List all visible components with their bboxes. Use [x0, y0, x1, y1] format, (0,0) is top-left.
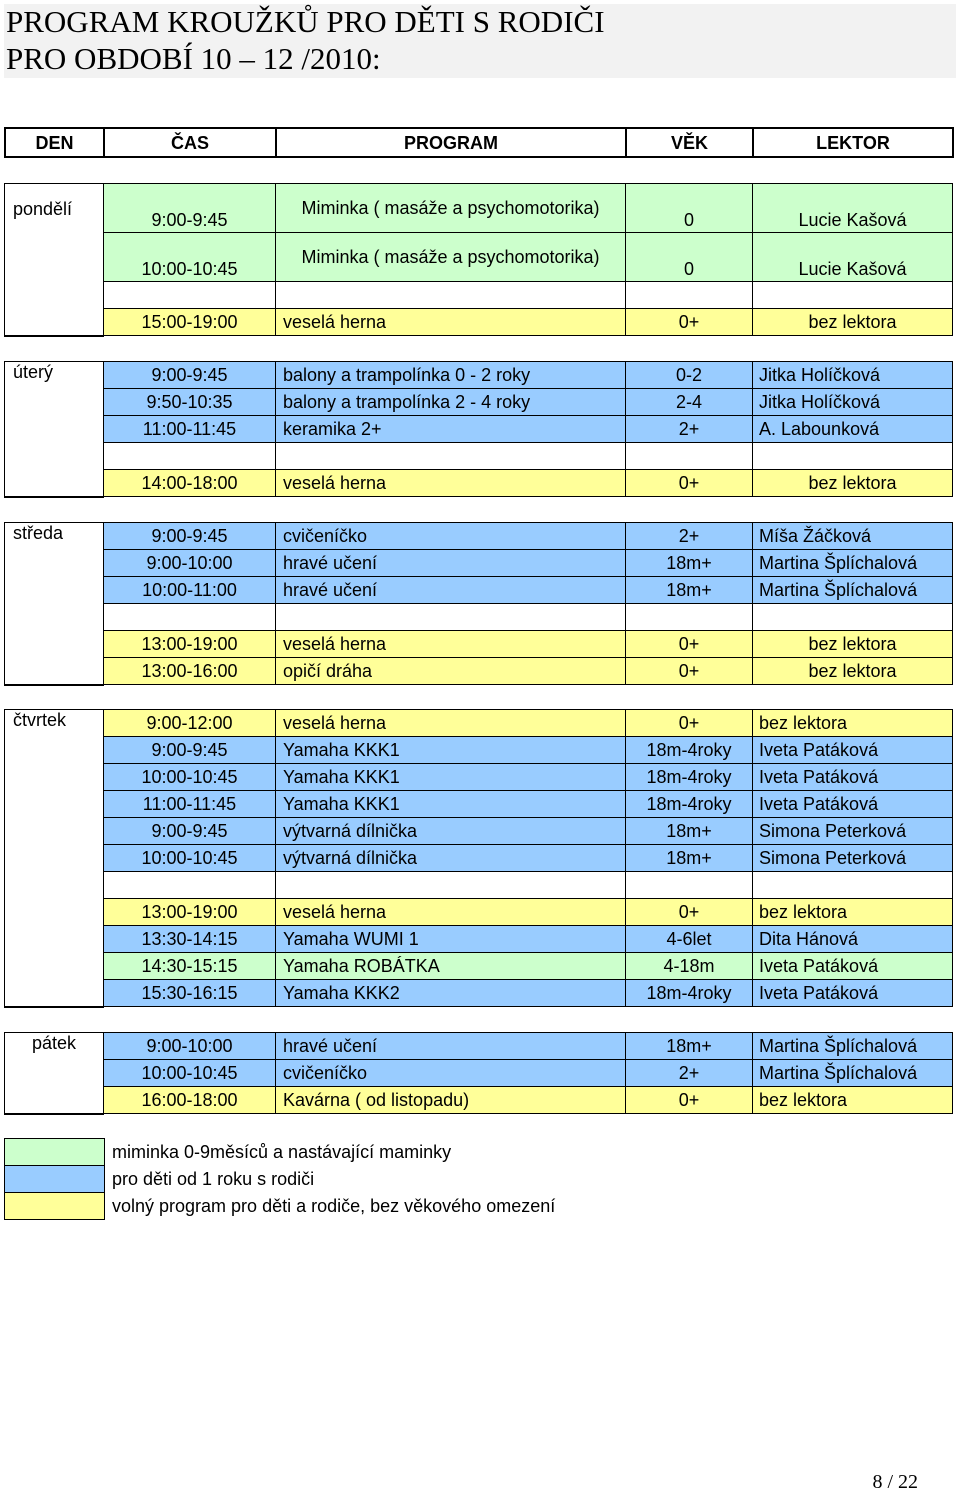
- age-cell: 4-6let: [626, 926, 753, 953]
- day-monday-text: pondělí: [13, 199, 73, 220]
- age-cell: 18m+: [626, 818, 753, 845]
- legend-item: [5, 1193, 556, 1220]
- time-cell: 13:00-16:00: [104, 658, 276, 685]
- time-cell: 15:30-16:15: [104, 980, 276, 1007]
- empty-cell: [626, 443, 753, 470]
- program-cell: výtvarná dílnička: [276, 845, 626, 872]
- schedule-wednesday: [4, 522, 953, 686]
- schedule-friday: [4, 1032, 953, 1115]
- age-cell: 18m+: [626, 1033, 753, 1060]
- lector-cell: Iveta Patáková: [753, 764, 953, 791]
- empty-cell: [104, 872, 276, 899]
- lector-cell: Jitka Holíčková: [753, 362, 953, 389]
- age-cell: 0: [626, 233, 753, 282]
- program-cell: balony a trampolínka 2 - 4 roky: [276, 389, 626, 416]
- table-row: [5, 577, 953, 604]
- table-row: [5, 550, 953, 577]
- lector-cell: Simona Peterková: [753, 845, 953, 872]
- age-cell: 18m+: [626, 550, 753, 577]
- table-row: [5, 818, 953, 845]
- day-label-monday: [5, 184, 104, 336]
- age-cell: 0+: [626, 658, 753, 685]
- lector-cell: bez lektora: [753, 309, 953, 336]
- age-cell: 2+: [626, 523, 753, 550]
- program-cell: veselá herna: [276, 470, 626, 497]
- time-cell: 10:00-10:45: [104, 845, 276, 872]
- program-cell: Miminka ( masáže a psychomotorika): [276, 233, 626, 282]
- table-row-empty: [5, 282, 953, 309]
- page-title-line-1: PROGRAM KROUŽKŮ PRO DĚTI S RODIČI: [6, 4, 605, 39]
- empty-cell: [104, 282, 276, 309]
- header-vek: VĚK: [626, 128, 753, 157]
- age-cell: 2+: [626, 1060, 753, 1087]
- program-cell: balony a trampolínka 0 - 2 roky: [276, 362, 626, 389]
- program-cell: Yamaha KKK1: [276, 791, 626, 818]
- time-cell: 14:30-15:15: [104, 953, 276, 980]
- program-cell: Yamaha KKK1: [276, 764, 626, 791]
- time-cell: 9:00-10:00: [104, 1033, 276, 1060]
- table-row: [5, 899, 953, 926]
- empty-cell: [753, 604, 953, 631]
- age-cell: 0+: [626, 631, 753, 658]
- table-row-empty: [5, 443, 953, 470]
- lector-cell: bez lektora: [753, 1087, 953, 1114]
- age-cell: 4-18m: [626, 953, 753, 980]
- lector-cell: Iveta Patáková: [753, 953, 953, 980]
- header-program: PROGRAM: [276, 128, 626, 157]
- time-cell: 13:30-14:15: [104, 926, 276, 953]
- program-cell: Yamaha WUMI 1: [276, 926, 626, 953]
- program-cell: cvičeníčko: [276, 523, 626, 550]
- schedule-header: [4, 127, 954, 158]
- empty-cell: [276, 443, 626, 470]
- table-row: [5, 658, 953, 685]
- program-cell: opičí dráha: [276, 658, 626, 685]
- lector-cell: Iveta Patáková: [753, 737, 953, 764]
- time-cell: 10:00-10:45: [104, 1060, 276, 1087]
- lector-cell: Iveta Patáková: [753, 791, 953, 818]
- empty-cell: [753, 443, 953, 470]
- table-row: [5, 764, 953, 791]
- table-row: [5, 710, 953, 737]
- table-row: [5, 184, 953, 233]
- time-cell: 10:00-11:00: [104, 577, 276, 604]
- program-cell: Miminka ( masáže a psychomotorika): [276, 184, 626, 233]
- schedule-thursday: [4, 709, 953, 1008]
- lector-cell: bez lektora: [753, 631, 953, 658]
- table-row: [5, 1060, 953, 1087]
- lector-cell: bez lektora: [753, 899, 953, 926]
- lector-cell: bez lektora: [753, 658, 953, 685]
- age-cell: 2-4: [626, 389, 753, 416]
- time-cell: 14:00-18:00: [104, 470, 276, 497]
- time-cell: 9:00-9:45: [104, 818, 276, 845]
- table-row: [5, 631, 953, 658]
- time-cell: 13:00-19:00: [104, 899, 276, 926]
- empty-cell: [276, 282, 626, 309]
- legend-text: miminka 0-9měsíců a nastávající maminky: [112, 1141, 452, 1162]
- legend-item: [5, 1166, 556, 1193]
- schedule-tuesday: [4, 361, 953, 498]
- day-label-friday: pátek: [5, 1033, 104, 1114]
- empty-cell: [104, 604, 276, 631]
- time-cell: 11:00-11:45: [104, 791, 276, 818]
- age-cell: 18m-4roky: [626, 980, 753, 1007]
- legend-text: pro děti od 1 roku s rodiči: [112, 1168, 315, 1189]
- lector-cell: Lucie Kašová: [753, 184, 953, 233]
- time-cell: 9:50-10:35: [104, 389, 276, 416]
- empty-cell: [753, 282, 953, 309]
- age-cell: 0+: [626, 710, 753, 737]
- age-cell: 0+: [626, 309, 753, 336]
- empty-cell: [276, 872, 626, 899]
- day-label-tuesday: úterý: [5, 362, 104, 497]
- day-label-wednesday: středa: [5, 523, 104, 685]
- time-cell: 9:00-9:45: [104, 737, 276, 764]
- program-cell: Kavárna ( od listopadu): [276, 1087, 626, 1114]
- table-row: [5, 309, 953, 336]
- age-cell: 2+: [626, 416, 753, 443]
- age-cell: 18m-4roky: [626, 764, 753, 791]
- lector-cell: Dita Hánová: [753, 926, 953, 953]
- age-cell: 18m-4roky: [626, 737, 753, 764]
- time-cell: 10:00-10:45: [104, 233, 276, 282]
- program-cell: veselá herna: [276, 309, 626, 336]
- table-row: [5, 926, 953, 953]
- schedule-monday: [4, 183, 953, 337]
- lector-cell: Simona Peterková: [753, 818, 953, 845]
- table-row: [5, 362, 953, 389]
- empty-cell: [626, 872, 753, 899]
- legend-swatch-green: [5, 1139, 105, 1166]
- age-cell: 0-2: [626, 362, 753, 389]
- empty-cell: [626, 604, 753, 631]
- time-cell: 10:00-10:45: [104, 764, 276, 791]
- lector-cell: Martina Šplíchalová: [753, 577, 953, 604]
- page-number: 8 / 22: [872, 1471, 918, 1493]
- lector-cell: bez lektora: [753, 470, 953, 497]
- empty-cell: [276, 604, 626, 631]
- header-den: DEN: [5, 128, 104, 157]
- header-lektor: LEKTOR: [753, 128, 953, 157]
- table-row: [5, 1033, 953, 1060]
- lector-cell: Lucie Kašová: [753, 233, 953, 282]
- page-title-line-2: PRO OBDOBÍ 10 – 12 /2010:: [6, 41, 381, 76]
- program-cell: veselá herna: [276, 899, 626, 926]
- table-row: [5, 1087, 953, 1114]
- program-cell: Yamaha KKK2: [276, 980, 626, 1007]
- time-cell: 9:00-10:00: [104, 550, 276, 577]
- program-cell: výtvarná dílnička: [276, 818, 626, 845]
- table-row: [5, 737, 953, 764]
- table-row: [5, 791, 953, 818]
- lector-cell: bez lektora: [753, 710, 953, 737]
- header-row: [5, 128, 953, 157]
- header-cas: ČAS: [104, 128, 276, 157]
- legend-swatch-yellow: [5, 1193, 105, 1220]
- table-row: [5, 389, 953, 416]
- time-cell: 13:00-19:00: [104, 631, 276, 658]
- time-cell: 16:00-18:00: [104, 1087, 276, 1114]
- legend-swatch-blue: [5, 1166, 105, 1193]
- lector-cell: Iveta Patáková: [753, 980, 953, 1007]
- table-row: [5, 523, 953, 550]
- program-cell: cvičeníčko: [276, 1060, 626, 1087]
- lector-cell: Martina Šplíchalová: [753, 1060, 953, 1087]
- program-cell: hravé učení: [276, 550, 626, 577]
- age-cell: 0: [626, 184, 753, 233]
- age-cell: 0+: [626, 1087, 753, 1114]
- lector-cell: Míša Žáčková: [753, 523, 953, 550]
- lector-cell: Jitka Holíčková: [753, 389, 953, 416]
- program-cell: hravé učení: [276, 577, 626, 604]
- table-row: [5, 953, 953, 980]
- time-cell: 9:00-9:45: [104, 184, 276, 233]
- table-row: [5, 416, 953, 443]
- age-cell: 0+: [626, 899, 753, 926]
- table-row-empty: [5, 872, 953, 899]
- age-cell: 18m+: [626, 577, 753, 604]
- color-legend: [4, 1138, 556, 1220]
- age-cell: 0+: [626, 470, 753, 497]
- time-cell: 11:00-11:45: [104, 416, 276, 443]
- lector-cell: Martina Šplíchalová: [753, 550, 953, 577]
- table-row: [5, 470, 953, 497]
- table-row: [5, 980, 953, 1007]
- empty-cell: [753, 872, 953, 899]
- legend-item: [5, 1139, 556, 1166]
- program-cell: hravé učení: [276, 1033, 626, 1060]
- time-cell: 9:00-9:45: [104, 523, 276, 550]
- time-cell: 9:00-12:00: [104, 710, 276, 737]
- empty-cell: [626, 282, 753, 309]
- table-row-empty: [5, 604, 953, 631]
- legend-text: volný program pro děti a rodiče, bez věkového omezení: [112, 1195, 556, 1216]
- lector-cell: Martina Šplíchalová: [753, 1033, 953, 1060]
- table-row: [5, 233, 953, 282]
- program-cell: veselá herna: [276, 710, 626, 737]
- program-cell: keramika 2+: [276, 416, 626, 443]
- age-cell: 18m-4roky: [626, 791, 753, 818]
- time-cell: 15:00-19:00: [104, 309, 276, 336]
- program-cell: veselá herna: [276, 631, 626, 658]
- age-cell: 18m+: [626, 845, 753, 872]
- program-cell: Yamaha KKK1: [276, 737, 626, 764]
- empty-cell: [104, 443, 276, 470]
- program-cell: Yamaha ROBÁTKA: [276, 953, 626, 980]
- time-cell: 9:00-9:45: [104, 362, 276, 389]
- table-row: [5, 845, 953, 872]
- lector-cell: A. Labounková: [753, 416, 953, 443]
- day-label-thursday: čtvrtek: [5, 710, 104, 1007]
